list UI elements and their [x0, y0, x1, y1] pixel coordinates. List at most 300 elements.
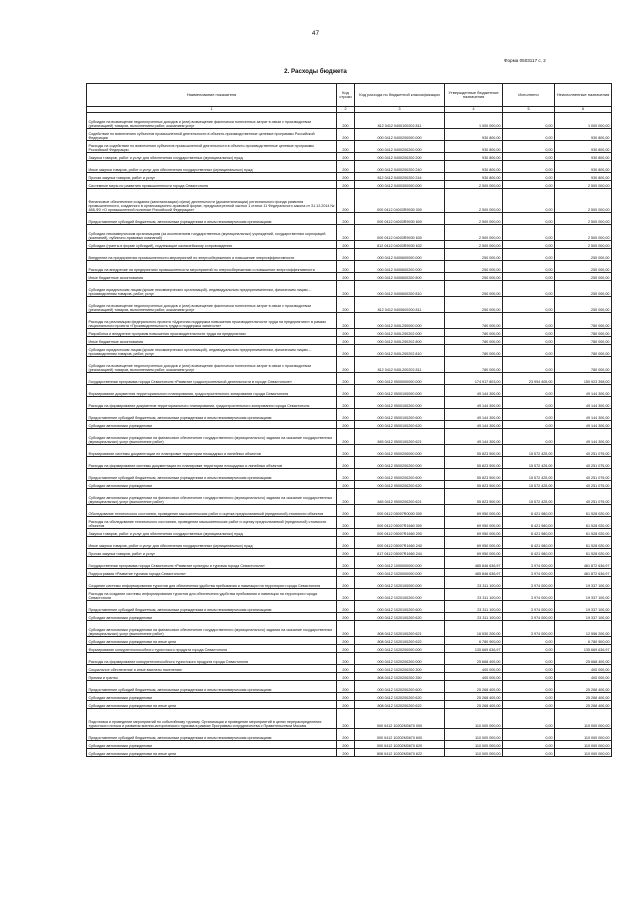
row-name: Предоставление субсидий бюджетным, автономным учреждениям и иным некоммерческим организациям	[87, 681, 337, 693]
row-executed: 0,00	[503, 729, 555, 741]
table-row	[87, 557, 612, 569]
section-title: 2. Расходы бюджета	[284, 68, 347, 75]
row-approved: 110 000 000,00	[445, 749, 503, 757]
row-name: Субсидии автономным учреждениям	[87, 421, 337, 429]
row-kbk: 000 0412 0400600200 800	[355, 273, 445, 281]
table-row	[87, 529, 612, 537]
row-approved: 69 950 000,00	[445, 537, 503, 549]
table-row	[87, 385, 612, 397]
col-header-approved: Утвержденные бюджетные назначения	[445, 84, 503, 107]
row-line-code: 200	[337, 665, 355, 673]
row-executed: 0,00	[503, 653, 555, 665]
row-name: Премии и гранты	[87, 673, 337, 681]
row-approved: 174 917 803,00	[445, 373, 503, 385]
row-unexecuted: 49 144 300,00	[555, 429, 612, 445]
row-unexecuted: 40 251 075,00	[555, 457, 612, 469]
row-name: Иные закупки товаров, работ и услуг для обеспечения государственных (муниципальных) нужд	[87, 161, 337, 173]
row-approved: 69 950 000,00	[445, 505, 503, 517]
row-name: Формирование конкурентоспособного туристского продукта города Севастополя	[87, 645, 337, 653]
row-unexecuted: 930 800,00	[555, 141, 612, 153]
row-unexecuted: 400 000,00	[555, 673, 612, 681]
row-kbk: 000 0412 1020000000 000	[355, 569, 445, 577]
row-name: Иные бюджетные ассигнования	[87, 337, 337, 345]
row-approved: 485 846 636,97	[445, 569, 503, 577]
row-unexecuted: 6 780 900,00	[555, 637, 612, 645]
row-line-code: 200	[337, 445, 355, 457]
row-executed: 3 974 000,00	[503, 613, 555, 621]
col-header-executed: Исполнено	[503, 84, 555, 107]
row-executed: 0,00	[503, 673, 555, 681]
row-executed: 0,00	[503, 189, 555, 213]
row-approved: 25 268 400,00	[445, 681, 503, 693]
row-kbk: 000 0412 1020100200 600	[355, 601, 445, 613]
row-kbk: 000 0412 1020100200 620	[355, 613, 445, 621]
row-line-code: 200	[337, 645, 355, 653]
table-row	[87, 589, 612, 601]
row-line-code: 200	[337, 589, 355, 601]
row-approved: 55 823 500,00	[445, 457, 503, 469]
table-header-row	[87, 84, 612, 107]
table-row	[87, 469, 612, 481]
row-approved: 485 846 636,97	[445, 557, 503, 569]
row-line-code: 200	[337, 517, 355, 529]
row-kbk: 000 0412 0500200000 000	[355, 445, 445, 457]
row-name: Субсидии автономным учреждениям на финансовое обеспечение государственного (муниципального) задания на оказание государственных (муниципальных) услуг (выполнение работ)	[87, 429, 337, 445]
row-kbk: 000 0412 1020200200 620	[355, 693, 445, 701]
row-name: Предоставление субсидий бюджетным, автономным учреждениям и иным некоммерческим организациям	[87, 469, 337, 481]
row-name: Субсидии на возмещение недополученных доходов и (или) возмещение фактически понесенных затрат в связи с производством (реализацией) товаров, выполнением работ, оказанием услуг	[87, 297, 337, 313]
row-unexecuted: 250 000,00	[555, 297, 612, 313]
row-executed: 0,00	[503, 129, 555, 141]
table-row	[87, 613, 612, 621]
table-row	[87, 129, 612, 141]
row-executed: 8 421 980,00	[503, 549, 555, 557]
table-row	[87, 577, 612, 589]
row-line-code: 200	[337, 653, 355, 665]
table-row	[87, 281, 612, 297]
row-approved: 930 800,00	[445, 129, 503, 141]
row-approved: 400 000,00	[445, 673, 503, 681]
table-row	[87, 549, 612, 557]
row-approved: 2 500 000,00	[445, 241, 503, 249]
expenses-table	[86, 83, 612, 757]
row-kbk: 000 0412 0500200200 620	[355, 481, 445, 489]
row-kbk: 845 0412 0500200200 621	[355, 489, 445, 505]
row-line-code: 200	[337, 261, 355, 273]
row-kbk: 000 0412 05007R1660 000	[355, 517, 445, 529]
row-kbk: 808 0412 1020100200 621	[355, 621, 445, 637]
row-approved: 23 311 100,00	[445, 589, 503, 601]
row-kbk: 000 0412 1020100000 000	[355, 577, 445, 589]
row-name: Создание системы информирования туристов для обеспечения удобства пребывания и навигации на территории города Севастополя	[87, 577, 337, 589]
row-approved: 250 000,00	[445, 281, 503, 297]
row-unexecuted: 2 500 000,00	[555, 213, 612, 225]
row-executed: 0,00	[503, 281, 555, 297]
row-executed: 0,00	[503, 693, 555, 701]
row-kbk: 000 0412 1020200200 000	[355, 653, 445, 665]
row-kbk: 000 0412 10202M3670 600	[355, 729, 445, 741]
col-header-unexecuted: Неисполненные назначения	[555, 84, 612, 107]
row-name: Предоставление субсидий бюджетным, автономным учреждениям и иным некоммерческим организациям	[87, 601, 337, 613]
row-line-code: 200	[337, 373, 355, 385]
row-line-code: 200	[337, 141, 355, 153]
row-approved: 49 144 300,00	[445, 385, 503, 397]
row-unexecuted: 49 144 300,00	[555, 409, 612, 421]
row-approved: 2 500 000,00	[445, 225, 503, 241]
table-row	[87, 113, 612, 129]
row-approved: 250 000,00	[445, 261, 503, 273]
table-row	[87, 489, 612, 505]
table-row	[87, 505, 612, 517]
row-unexecuted: 2 500 000,00	[555, 189, 612, 213]
row-executed: 15 572 425,00	[503, 469, 555, 481]
row-name: Субсидии некоммерческим организациям (за исключением государственных (муниципальных) учреждений, государственных корпораций (компаний), публично-правовых компаний)	[87, 225, 337, 241]
row-executed: 23 994 405,00	[503, 373, 555, 385]
row-line-code: 200	[337, 281, 355, 297]
row-kbk: 000 0412 0400600200 000	[355, 261, 445, 273]
row-line-code: 200	[337, 225, 355, 241]
row-executed: 0,00	[503, 225, 555, 241]
table-row	[87, 273, 612, 281]
row-kbk: 000 0412 10202M3670 620	[355, 741, 445, 749]
row-executed: 0,00	[503, 741, 555, 749]
row-line-code: 200	[337, 637, 355, 645]
row-unexecuted: 61 528 020,00	[555, 529, 612, 537]
col-index: 4	[445, 107, 503, 113]
row-unexecuted: 19 337 100,00	[555, 577, 612, 589]
table-row	[87, 601, 612, 613]
row-name: Социальное обеспечение и иные выплаты населению	[87, 665, 337, 673]
row-approved: 55 823 500,00	[445, 489, 503, 505]
row-unexecuted: 40 251 075,00	[555, 445, 612, 457]
row-line-code: 200	[337, 173, 355, 181]
row-executed: 3 974 000,00	[503, 601, 555, 613]
row-approved: 135 669 636,97	[445, 645, 503, 653]
table-row	[87, 481, 612, 489]
row-approved: 23 311 100,00	[445, 577, 503, 589]
table-row	[87, 345, 612, 357]
row-line-code: 200	[337, 613, 355, 621]
row-line-code: 200	[337, 429, 355, 445]
table-row	[87, 653, 612, 665]
row-line-code: 200	[337, 337, 355, 345]
row-line-code: 200	[337, 153, 355, 161]
row-unexecuted: 250 000,00	[555, 261, 612, 273]
table-row	[87, 457, 612, 469]
row-name: Субсидии автономным учреждениям на финансовое обеспечение государственного (муниципального) задания на оказание государственных (муниципальных) услуг (выполнение работ)	[87, 489, 337, 505]
row-unexecuted: 930 800,00	[555, 173, 612, 181]
row-unexecuted: 19 337 100,00	[555, 601, 612, 613]
row-executed: 0,00	[503, 345, 555, 357]
table-row	[87, 517, 612, 529]
row-executed: 8 421 980,00	[503, 505, 555, 517]
row-name: Иные бюджетные ассигнования	[87, 273, 337, 281]
row-executed: 0,00	[503, 241, 555, 249]
row-name: Обследование технического состояния, проведение мысыкательских работ и оценка предполагаемой (предельной) стоимости объектов	[87, 505, 337, 517]
row-name: Субсидии на возмещение недополученных доходов и (или) возмещение фактически понесенных затрат в связи с производством (реализацией) товаров, выполнением работ, оказанием услуг	[87, 113, 337, 129]
table-row	[87, 709, 612, 729]
row-executed: 0,00	[503, 645, 555, 653]
row-executed: 8 421 980,00	[503, 537, 555, 549]
row-name: Субсидии автономным учреждениям на иные цели	[87, 637, 337, 645]
row-unexecuted: 61 528 020,00	[555, 537, 612, 549]
row-name: Иные закупки товаров, работ и услуг для обеспечения государственных (муниципальных) нужд	[87, 537, 337, 549]
row-line-code: 200	[337, 385, 355, 397]
row-approved: 55 823 500,00	[445, 469, 503, 481]
row-unexecuted: 40 251 075,00	[555, 469, 612, 481]
row-line-code: 200	[337, 345, 355, 357]
table-row	[87, 409, 612, 421]
row-executed: 0,00	[503, 297, 555, 313]
row-executed: 0,00	[503, 153, 555, 161]
row-kbk: 817 0412 05007R1660 244	[355, 549, 445, 557]
row-approved: 25 668 400,00	[445, 653, 503, 665]
row-unexecuted: 110 000 000,00	[555, 741, 612, 749]
row-unexecuted: 61 528 020,00	[555, 549, 612, 557]
row-unexecuted: 930 800,00	[555, 153, 612, 161]
row-approved: 25 268 400,00	[445, 693, 503, 701]
row-line-code: 200	[337, 621, 355, 637]
row-approved: 2 500 000,00	[445, 181, 503, 189]
row-line-code: 200	[337, 113, 355, 129]
row-line-code: 200	[337, 421, 355, 429]
row-kbk: 808 0412 1020200200 350	[355, 673, 445, 681]
row-unexecuted: 400 000,00	[555, 665, 612, 673]
row-unexecuted: 481 872 636,97	[555, 569, 612, 577]
row-unexecuted: 2 500 000,00	[555, 225, 612, 241]
row-name: Закупка товаров, работ и услуг для обеспечения государственных (муниципальных) нужд	[87, 153, 337, 161]
row-line-code: 200	[337, 481, 355, 489]
table-row	[87, 429, 612, 445]
row-name: Субсидии автономным учреждениям на иные цели	[87, 749, 337, 757]
row-kbk: 000 0412 0400200200 240	[355, 161, 445, 173]
table-row	[87, 337, 612, 345]
row-executed: 0,00	[503, 385, 555, 397]
row-unexecuted: 19 337 100,00	[555, 589, 612, 601]
row-kbk: 000 0412 0500100200 000	[355, 397, 445, 409]
table-row	[87, 397, 612, 409]
row-approved: 69 950 000,00	[445, 517, 503, 529]
row-kbk: 000 0412 0400200200 000	[355, 141, 445, 153]
row-kbk: 000 0412 10202M3670 000	[355, 709, 445, 729]
row-kbk: 808 0412 10202M3670 622	[355, 749, 445, 757]
row-unexecuted: 19 337 100,00	[555, 613, 612, 621]
row-unexecuted: 49 144 300,00	[555, 385, 612, 397]
col-index: 1	[87, 107, 337, 113]
row-executed: 0,00	[503, 357, 555, 373]
row-name: Расходы на формирование документов территориального планирования, градостроительного зонирования города Севастополя	[87, 397, 337, 409]
row-approved: 16 530 200,00	[445, 621, 503, 637]
row-name: Субсидии автономным учреждениям на финансовое обеспечение государственного (муниципального) задания на оказание государственных (муниципальных) услуг (выполнение работ)	[87, 621, 337, 637]
row-executed: 8 421 980,00	[503, 517, 555, 529]
col-index: 5	[503, 107, 555, 113]
table-row	[87, 645, 612, 653]
row-approved: 780 000,00	[445, 337, 503, 345]
row-unexecuted: 12 556 200,00	[555, 621, 612, 637]
row-name: Субсидии автономным учреждениям	[87, 481, 337, 489]
row-executed: 0,00	[503, 409, 555, 421]
table-row	[87, 569, 612, 577]
table-row	[87, 181, 612, 189]
row-kbk: 000 0412 040L200202 800	[355, 337, 445, 345]
row-unexecuted: 25 268 400,00	[555, 693, 612, 701]
col-header-line-code: Код строки	[337, 84, 355, 107]
row-approved: 49 144 300,00	[445, 397, 503, 409]
row-unexecuted: 40 251 075,00	[555, 489, 612, 505]
row-approved: 930 800,00	[445, 153, 503, 161]
row-line-code: 200	[337, 549, 355, 557]
row-name: Государственная программа города Севастополя «Развитие градостроительной деятельности в городе Севастополе»	[87, 373, 337, 385]
row-approved: 780 000,00	[445, 329, 503, 337]
row-approved: 6 780 900,00	[445, 637, 503, 645]
row-kbk: 000 0412 0400600200 810	[355, 281, 445, 297]
row-unexecuted: 25 268 400,00	[555, 701, 612, 709]
table-row	[87, 673, 612, 681]
table-row	[87, 261, 612, 273]
row-unexecuted: 110 000 000,00	[555, 709, 612, 729]
table-row	[87, 357, 612, 373]
row-kbk: 000 0412 0500100000 000	[355, 385, 445, 397]
row-unexecuted: 2 500 000,00	[555, 241, 612, 249]
col-index: 2	[337, 107, 355, 113]
row-approved: 930 800,00	[445, 173, 503, 181]
row-executed: 3 974 000,00	[503, 577, 555, 589]
row-name: Субсидии автономным учреждениям на иные цели	[87, 701, 337, 709]
table-row	[87, 249, 612, 261]
row-executed: 0,00	[503, 181, 555, 189]
row-name: Прочая закупка товаров, работ и услуг	[87, 173, 337, 181]
row-unexecuted: 780 000,00	[555, 313, 612, 329]
row-unexecuted: 780 000,00	[555, 329, 612, 337]
row-name: Подпрограмма «Развитие туризма города Севастополя»	[87, 569, 337, 577]
row-line-code: 200	[337, 273, 355, 281]
row-line-code: 200	[337, 537, 355, 549]
row-kbk: 812 0412 0400600200 811	[355, 297, 445, 313]
row-name: Содействие по вовлечению субъектов промышленной деятельности в объекто-производственные целевые программы Российской Федерации	[87, 129, 337, 141]
row-line-code: 200	[337, 681, 355, 693]
row-line-code: 200	[337, 189, 355, 213]
table-row	[87, 637, 612, 645]
row-line-code: 200	[337, 297, 355, 313]
row-executed: 0,00	[503, 637, 555, 645]
row-kbk: 000 0412 0500100200 600	[355, 409, 445, 421]
row-unexecuted: 49 144 300,00	[555, 397, 612, 409]
row-unexecuted: 250 000,00	[555, 273, 612, 281]
row-line-code: 200	[337, 457, 355, 469]
row-name: Предоставление субсидий бюджетным, автономным учреждениям и иным некоммерческим организациям	[87, 409, 337, 421]
row-approved: 25 268 400,00	[445, 701, 503, 709]
row-kbk: 812 0412 040L200202 811	[355, 357, 445, 373]
row-line-code: 200	[337, 749, 355, 757]
page-number: 47	[311, 30, 320, 37]
col-header-name: Наименование показателя	[87, 84, 337, 107]
row-approved: 49 144 300,00	[445, 429, 503, 445]
row-kbk: 000 0412 04003R5930 600	[355, 213, 445, 225]
row-approved: 23 311 100,00	[445, 601, 503, 613]
row-executed: 15 572 425,00	[503, 445, 555, 457]
row-executed: 3 974 000,00	[503, 621, 555, 637]
row-kbk: 000 0412 0400200000 000	[355, 129, 445, 141]
row-name: Субсидии автономным учреждениям	[87, 693, 337, 701]
table-row	[87, 421, 612, 429]
row-line-code: 200	[337, 557, 355, 569]
col-index: 6	[555, 107, 612, 113]
form-label: Форма 0503117 с. 2	[504, 58, 546, 63]
row-line-code: 200	[337, 529, 355, 537]
row-unexecuted: 930 800,00	[555, 161, 612, 173]
row-line-code: 200	[337, 409, 355, 421]
row-name: Предоставление субсидий бюджетным, автономным учреждениям и иным некоммерческим организациям	[87, 729, 337, 741]
row-approved: 930 800,00	[445, 161, 503, 173]
row-unexecuted: 250 000,00	[555, 281, 612, 297]
row-unexecuted: 150 923 398,00	[555, 373, 612, 385]
row-executed: 0,00	[503, 429, 555, 445]
row-approved: 780 000,00	[445, 345, 503, 357]
row-unexecuted: 40 251 075,00	[555, 481, 612, 489]
row-executed: 0,00	[503, 681, 555, 693]
row-executed: 15 572 425,00	[503, 481, 555, 489]
row-line-code: 200	[337, 569, 355, 577]
row-approved: 110 000 000,00	[445, 741, 503, 749]
row-name: Субсидии автономным учреждениям	[87, 613, 337, 621]
row-kbk: 000 0412 05007R1660 200	[355, 529, 445, 537]
row-name: Предоставление субсидий бюджетным, автономным учреждениям и иным некоммерческим организациям	[87, 213, 337, 225]
table-row	[87, 749, 612, 757]
table-row	[87, 681, 612, 693]
row-kbk: 000 0412 05007R0000 000	[355, 505, 445, 517]
table-row	[87, 241, 612, 249]
table-row	[87, 313, 612, 329]
row-name: Разработка и внедрение программ повышения производительности труда на предприятиях	[87, 329, 337, 337]
row-line-code: 200	[337, 673, 355, 681]
row-approved: 55 823 500,00	[445, 445, 503, 457]
row-approved: 250 000,00	[445, 273, 503, 281]
row-kbk: 000 0412 0400300000 000	[355, 181, 445, 189]
row-line-code: 200	[337, 181, 355, 189]
col-header-kbk: Код расхода по бюджетной классификации	[355, 84, 445, 107]
row-executed: 0,00	[503, 337, 555, 345]
row-name: Подготовка и проведение мероприятий по событийному туризму. Организация и проведение мероприятий в целях перераспределения туристского потока и развития военно-исторического туризма в рамках Программы сотрудничества с Правительством Москвы	[87, 709, 337, 729]
row-line-code: 200	[337, 313, 355, 329]
row-line-code: 200	[337, 741, 355, 749]
row-name: Субсидии (гранты в форме субсидий), подлежащие казначейскому сопровождению	[87, 241, 337, 249]
table-row	[87, 693, 612, 701]
row-executed: 0,00	[503, 249, 555, 261]
row-approved: 69 950 000,00	[445, 529, 503, 537]
row-approved: 930 800,00	[445, 141, 503, 153]
row-kbk: 808 0412 1020100200 622	[355, 637, 445, 645]
row-name: Субсидии на возмещение недополученных доходов и (или) возмещение фактически понесенных затрат в связи с производством (реализацией) товаров, выполнением работ, оказанием услуг	[87, 357, 337, 373]
row-executed: 0,00	[503, 701, 555, 709]
row-approved: 55 823 500,00	[445, 481, 503, 489]
row-line-code: 200	[337, 709, 355, 729]
row-name: Субсидии автономным учреждениям	[87, 741, 337, 749]
row-line-code: 200	[337, 577, 355, 589]
row-kbk: 000 0412 0500200200 600	[355, 469, 445, 481]
row-kbk: 000 0412 0500200200 000	[355, 457, 445, 469]
row-name: Субсидии юридическим лицам (кроме некоммерческих организаций), индивидуальным предпринимателям, физическим лицам – производителям товаров, работ, услуг	[87, 345, 337, 357]
table-body	[87, 113, 612, 757]
row-name: Расходы на внедрение на предприятиях промышленности мероприятий по энергосбережению и повышение энергоэффективности	[87, 261, 337, 273]
row-name: Субсидии юридическим лицам (кроме некоммерческих организаций), индивидуальным предпринимателям, физическим лицам – производителям товаров, работ, услуг	[87, 281, 337, 297]
row-unexecuted: 780 000,00	[555, 337, 612, 345]
row-approved: 110 000 000,00	[445, 729, 503, 741]
row-executed: 0,00	[503, 141, 555, 153]
row-name: Внедрение на предприятиях промышленности мероприятий по энергосбережению и повышение энергоэффективности	[87, 249, 337, 261]
row-name: Расходы на содействие по вовлечению субъектов промышленной деятельности в объекто-производственные целевые программы Российской Федерации	[87, 141, 337, 153]
row-unexecuted: 61 528 020,00	[555, 517, 612, 529]
row-approved: 250 000,00	[445, 249, 503, 261]
